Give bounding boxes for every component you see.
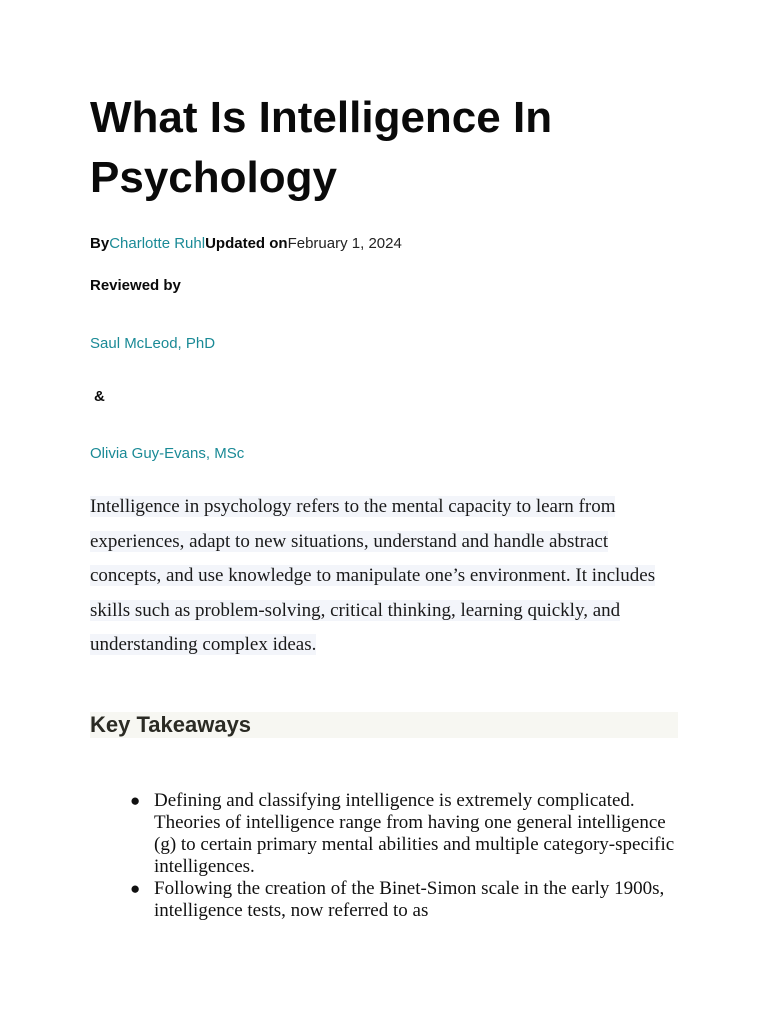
- publish-date: February 1, 2024: [287, 235, 402, 252]
- reviewer-link-olivia-guy-evans[interactable]: Olivia Guy-Evans, MSc: [90, 445, 245, 462]
- takeaway-text: Following the creation of the Binet-Simon scale in the early 1900s, intelligence tests, now referred to as: [154, 878, 665, 921]
- key-takeaways-heading: Key Takeaways: [90, 712, 252, 737]
- reviewed-by-label: Reviewed by: [90, 277, 181, 294]
- list-item: [130, 790, 680, 878]
- reviewer-separator: &: [94, 388, 105, 405]
- by-label: By: [90, 235, 110, 252]
- intro-text: Intelligence in psychology refers to the mental capacity to learn from experiences, adapt to new situations, understand and handle abstract concepts, and use knowledge to manipulate one’s environment. It includes skills such as problem-solving, critical thinking, learning quickly, and understanding complex ideas.: [90, 496, 656, 655]
- updated-label: Updated on: [205, 235, 288, 252]
- byline: [90, 234, 402, 254]
- author-link[interactable]: Charlotte Ruhl: [109, 235, 206, 252]
- intro-paragraph: [90, 490, 680, 663]
- reviewer-link-saul-mcleod[interactable]: Saul McLeod, PhD: [90, 335, 216, 352]
- key-takeaways-list: [130, 790, 680, 922]
- page-title: What Is Intelligence In Psychology: [90, 93, 553, 202]
- bullet-icon: ●: [130, 791, 141, 810]
- list-item: [130, 878, 680, 922]
- bullet-icon: ●: [130, 879, 141, 898]
- takeaway-text: Defining and classifying intelligence is extremely complicated. Theories of intelligence range from having one general intelligence (g) to certain primary mental abilities and multiple category-specific intelligences.: [154, 790, 675, 877]
